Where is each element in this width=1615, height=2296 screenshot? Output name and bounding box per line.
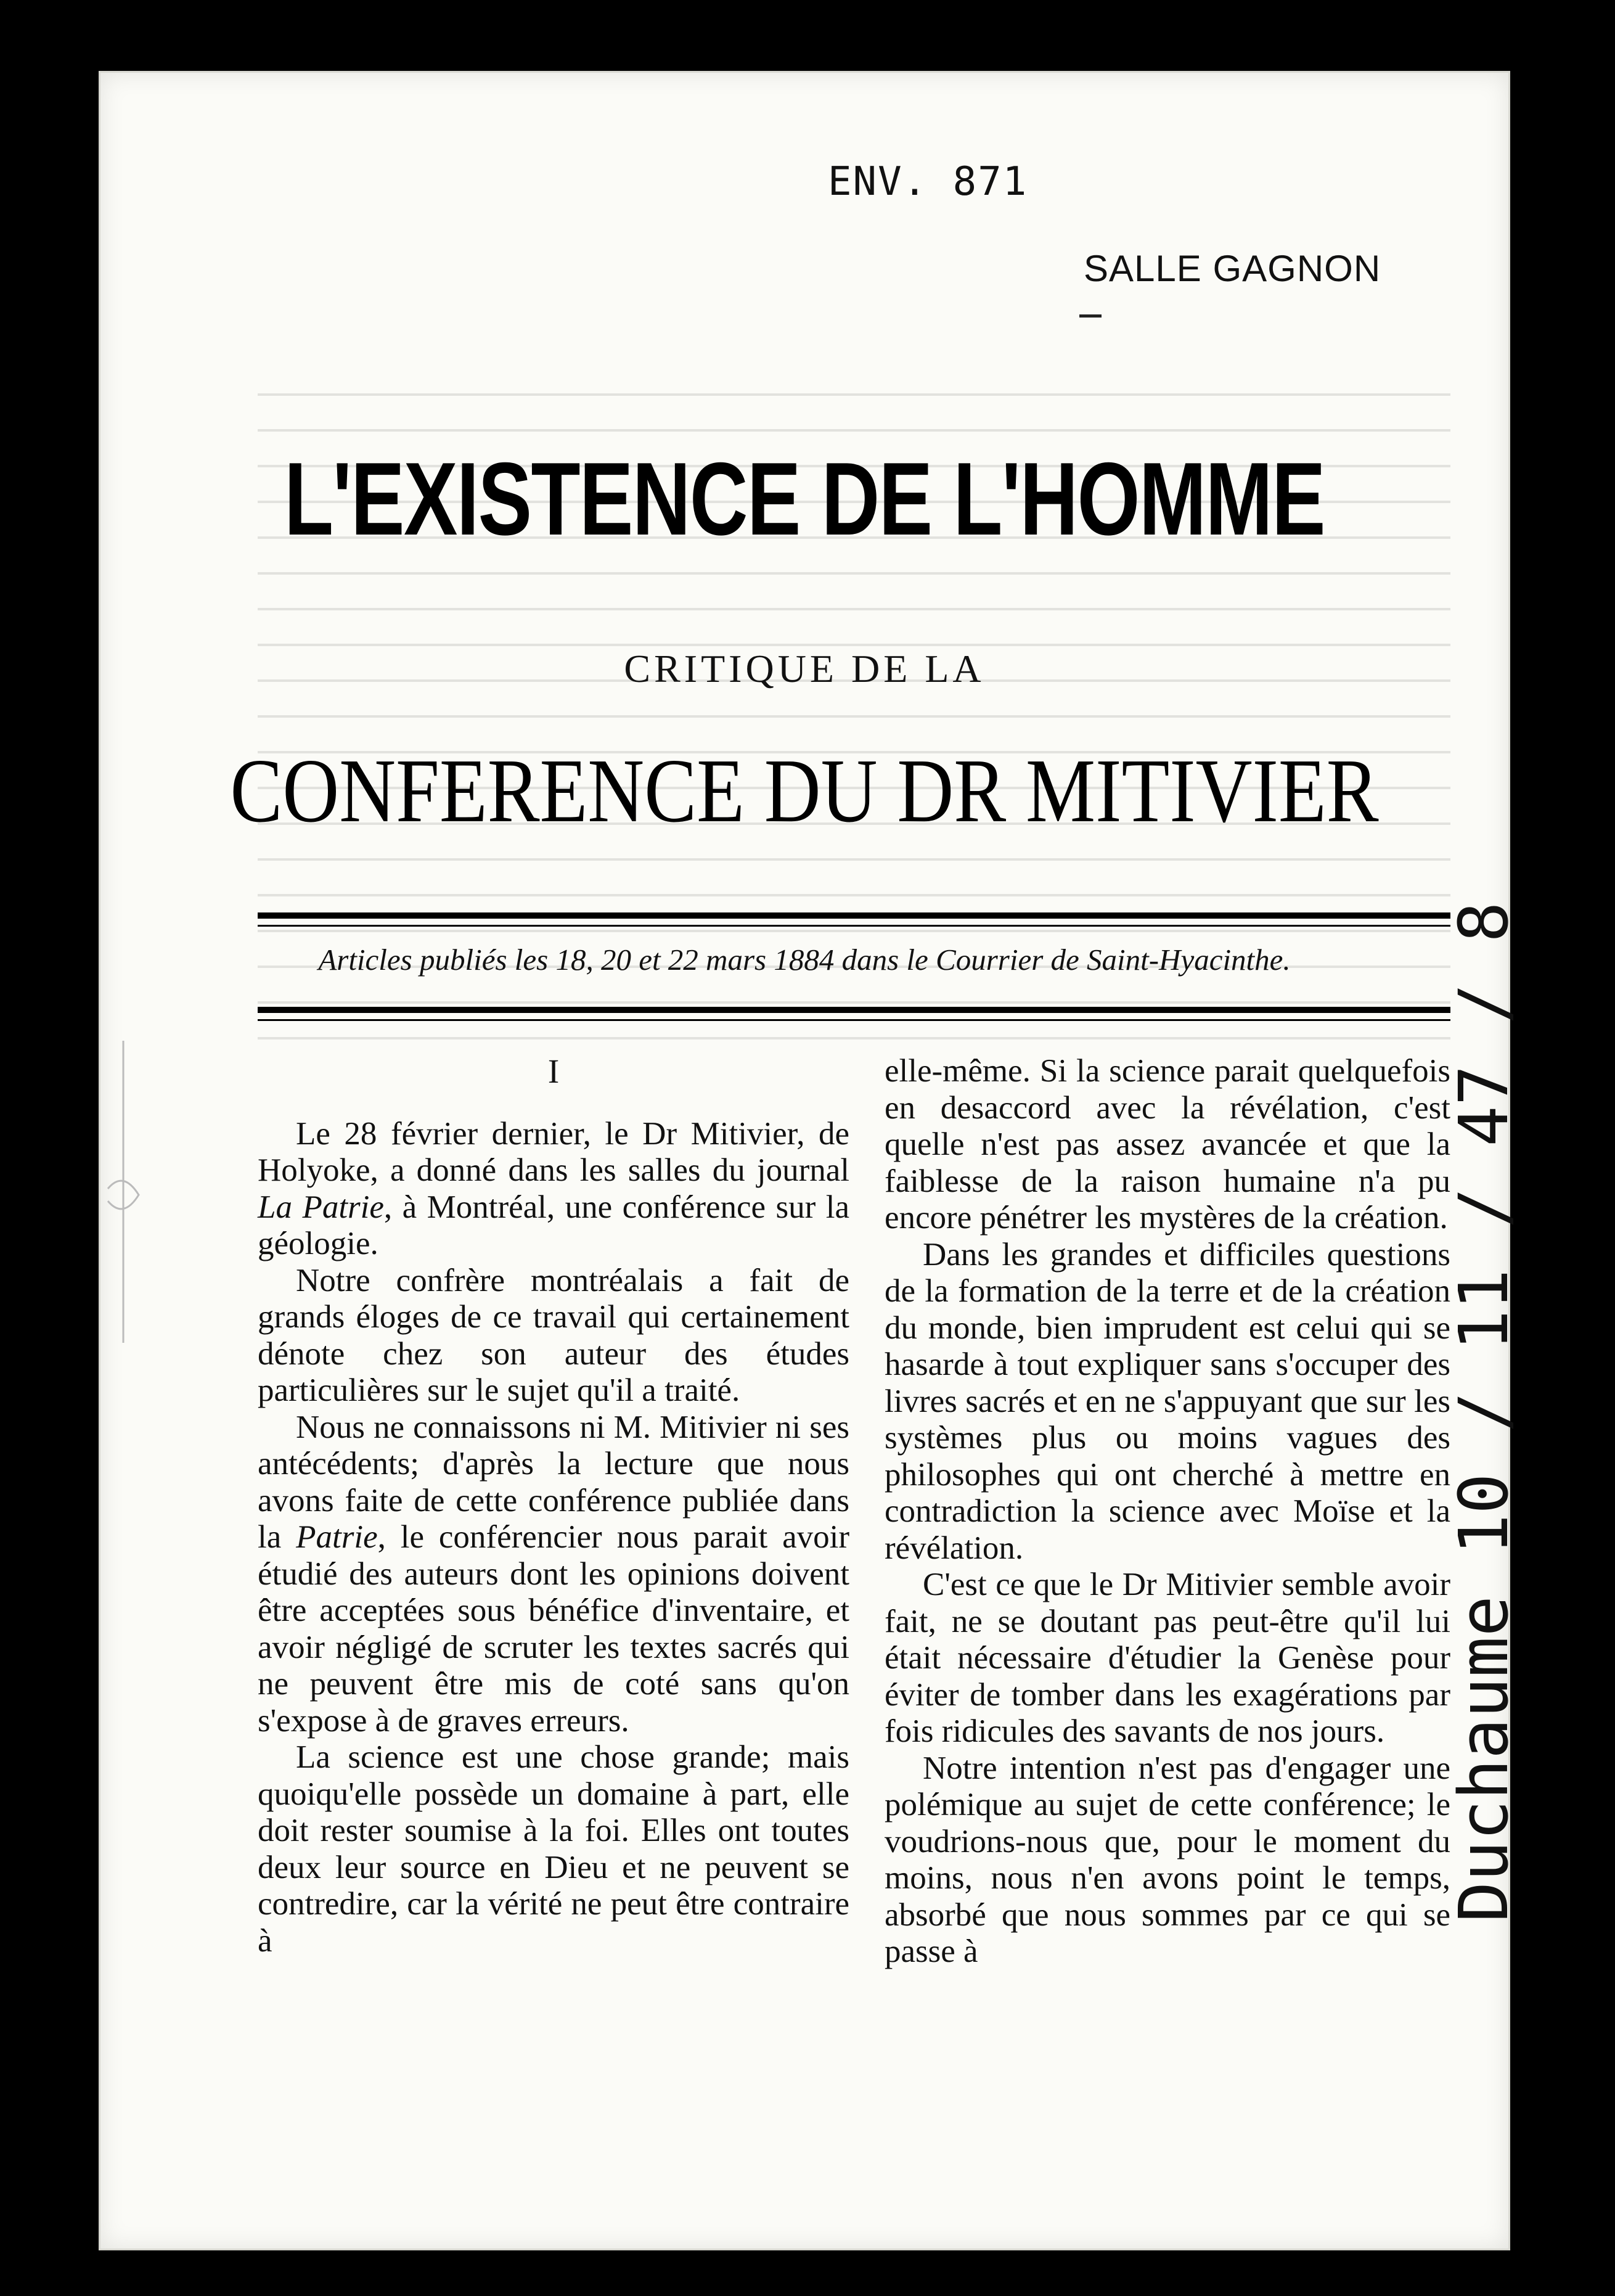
divider-thin: [258, 925, 1450, 927]
paragraph: La science est une chose grande; mais quoiqu'elle possède un domaine à part, elle doit rester soumise à la foi. Elles ont toutes deux leur source en Dieu et ne peuvent se contredire, car la vérité ne peut être contraire à: [258, 1739, 849, 1959]
text-column-left: [258, 1053, 849, 1959]
handwritten-reference: ENV. 871: [828, 159, 1028, 205]
paragraph: elle-même. Si la science parait quelquefois en desaccord avec la révélation, c'est quelle n'est pas assez avancée et que la faiblesse de la raison humaine n'a pu encore pénétrer les mystères de la création.: [885, 1053, 1450, 1236]
paragraph: C'est ce que le Dr Mitivier semble avoir fait, ne se doutant pas peut-être qu'il lui était nécessaire d'étudier la Genèse pour éviter de tomber dans les exagérations par fois ridicules des savants de nos jours.: [885, 1567, 1450, 1749]
second-title: CONFERENCE DU DR MITIVIER: [230, 740, 1379, 842]
handwritten-side-note: Duchaume 10 / 11 / 47 / 8: [1444, 901, 1523, 1922]
document-page: [99, 71, 1523, 2250]
newspaper-name: La Patrie: [258, 1189, 384, 1225]
paragraph: Nous ne connaissons ni M. Mitivier ni ses antécédents; d'après la lecture que nous avons faite de cette conférence publiée dans la Patrie, le conférencier nous parait avoir étudié des auteurs dont les opinions doivent être acceptées sous bénéfice d'inventaire, et avoir négligé de scruter les textes sacrés qui ne peuvent être mis de coté sans qu'on s'expose à de graves erreurs.: [258, 1409, 850, 1739]
paragraph: Le 28 février dernier, le Dr Mitivier, de Holyoke, a donné dans les salles du journal La Patrie, à Montréal, une conférence sur la géologie.: [258, 1115, 849, 1261]
publication-source: Articles publiés les 18, 20 et 22 mars 1884 dans le Courrier de Saint-Hyacinthe.: [318, 943, 1291, 977]
divider-thick: [258, 1007, 1450, 1013]
main-title: L'EXISTENCE DE L'HOMME: [284, 441, 1325, 557]
section-number: I: [547, 1052, 560, 1090]
divider-thin: [258, 1019, 1450, 1021]
stamp-underline: [1079, 314, 1102, 318]
library-stamp: SALLE GAGNON: [1084, 248, 1381, 289]
divider-thick: [258, 912, 1450, 919]
newspaper-name: Patrie: [296, 1519, 378, 1555]
paragraph: Notre confrère montréalais a fait de grands éloges de ce travail qui certainement dénote chez son auteur des études particulières sur le sujet qu'il a traité.: [258, 1262, 849, 1408]
paragraph: Notre intention n'est pas d'engager une polémique au sujet de cette conférence; le voudrions-nous que, pour le moment du moins, nous n'en avons point le temps, absorbé que nous sommes par ce qui se passe à: [885, 1750, 1450, 1969]
paper-clip-mark: [96, 1035, 151, 1355]
text-column-right: [885, 1053, 1450, 1970]
subtitle: CRITIQUE DE LA: [624, 647, 985, 691]
paragraph: Dans les grandes et difficiles questions de la formation de la terre et de la création du monde, bien imprudent est celui qui se hasarde à tout expliquer sans s'occuper des livres sacrés et en ne s'appuyant que sur les systèmes plus ou moins vagues des philosophes qui ont cherché à mettre en contradiction la science avec Moïse et la révélation.: [885, 1236, 1450, 1566]
